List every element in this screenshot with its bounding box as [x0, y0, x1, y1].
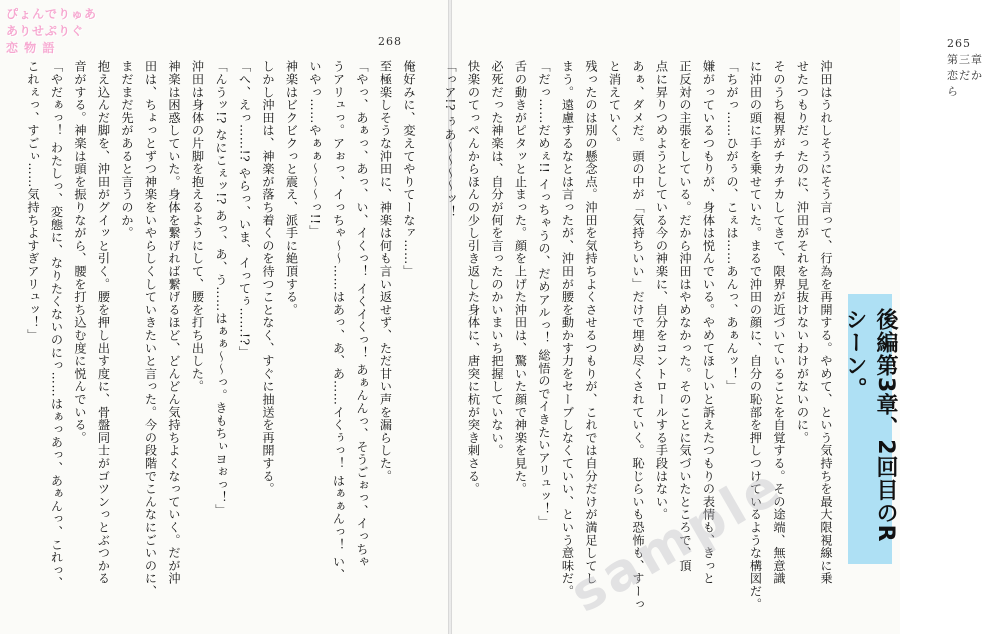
chapter-title: 第三章 恋だから	[947, 53, 983, 98]
right-page-number: 265	[947, 37, 971, 50]
right-page-header	[947, 35, 983, 99]
publisher-logo-stamp	[6, 6, 98, 57]
left-page-number: 268	[378, 35, 402, 48]
right-page-body-text: 沖田はうれしそうにそう言って、行為を再開する。やめて、という気持ちを最大限視線に乗 せたつもりだったのに、沖田がそれを見抜けないわけがないのに。 そのうち視界がチカチカしてきて、限界が近づいていることを自覚する。その途端、無意識 に沖田の頭に手を乗せていた。まるで沖田の顔に、自分の恥部を押しつけているような構図だ。 「ちがっ……ひがぅの、こぇは……あんっ、あぁんッ！」 嫌がっているつもりが、身体は悦んでいる。やめてほしいと訴えたつもりの表情も、きっと 正反対の主張をしている。だから沖田はやめなかった。そのことに気づいたところで、頂 点に昇りつめようとしている今の神楽に、自分をコントロールする手段はない。 あぁ、ダメだ。頭の中が「気持ちいい」だけで埋め尽くされていく。恥じらいも恐怖も、すーっ と消えていく。 残ったのは別の懸念点。沖田を気持ちよくさせるつもりが、これでは自分だけが満足してし まう。遠慮するなとは言ったが、沖田が腰を動かす力をセーブしなくていい、という意味だ。 「だっ……だめぇ!! イっちゃうの、だめアルっ！ 総悟のでイきたいアリュッ！」 舌の動きがピタッと止まった。顔を上げた沖田は、驚いた顔で神楽を見た。 必死だった神楽は、自分が何を言ったのかいまいち把握していない。 快楽のてっぺんからほんの少し引き返した身体に、唐突に杭が突き刺さる。 「っア!? ぅあ～～～～ッ！	[443, 60, 833, 611]
sample-watermark: sample	[560, 455, 794, 625]
stamp-line-3: 恋 物 語	[6, 41, 56, 55]
stamp-line-1: ぴょんでりゅあ	[6, 7, 98, 21]
scene-banner-label: 後編第3章、2回目のRシーン。	[848, 294, 892, 564]
stamp-line-2: ありせぷりぐ	[6, 24, 85, 38]
left-page-body-text: 俺好みに、変えてやりてーなァ……」 至極楽しそうな沖田に、神楽は何も言い返せず、ただ甘い声を漏らした。 「やっ、あぁっ、あっ、い、イくっ！ イくイくっ！ あぁんんっ、そうごぉっ、イっちゃ うアリュっ。アぉっ、イっちゃ～～……はあっ、あ、あ……イくぅっ！ はぁぁんっ！ い、 いやっ……やぁぁ～～～っ!!」 神楽はビクビクっと震え、派手に絶頂する。 しかし沖田は、神楽が落ち着くのを待つことなく、すぐに抽送を再開する。 「へ、えっ……!? やらっ、いま、イってぅ……!?」 「んうッ!? なにこぇッ!? あっ、あ、う……はぁぁ～～っ。きもちぃヨぉっ！」 沖田は身体の片脚を抱えるようにして、腰を打ち出した。 神楽は困惑していた。身体を繋げれば繋げるほど、どんどん気持ちよくなっていく。だが沖 田は、ちょっとずつ神楽をいやらしくしていきたいと言った。今の段階でこんなにごいのに、 まだまだ先があると言うのか。 抱え込んだ脚を、沖田がグイッと引く。腰を押し出す度に、骨盤同士がゴツンっとぶつかる 音がする。神楽は頭を振りながら、腰を打ち込む度に悦んでいる。 「やだぁっ！ わたしっ、変態に、なりたくないのにっ……はぁっあっ、あぁんっ、これっ、 これぇっ、すごぃ……気持ちよすぎアリュッ！」	[26, 60, 416, 598]
